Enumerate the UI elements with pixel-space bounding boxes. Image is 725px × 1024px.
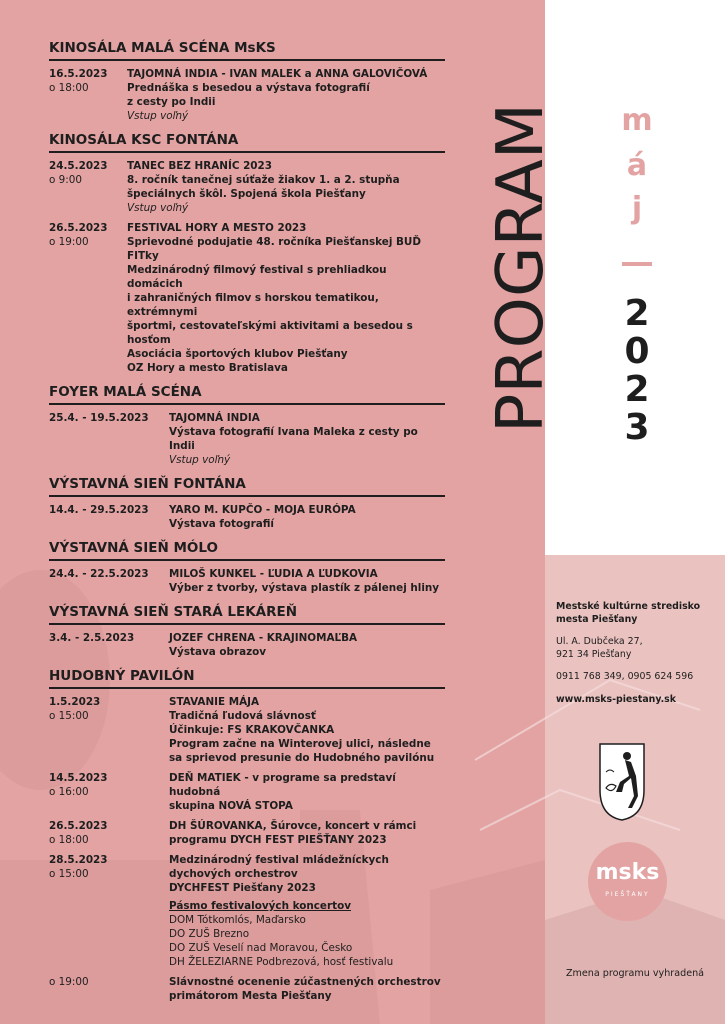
event-date: 24.4. - 22.5.2023	[49, 568, 149, 580]
event-title: YARO M. KUPČO - MOJA EURÓPA	[169, 504, 356, 516]
event-entry	[49, 567, 445, 595]
event-time: o 9:00	[49, 174, 82, 186]
section-hudobny-pavilon	[49, 668, 445, 1003]
event-description: skupina NOVÁ STOPA	[169, 800, 293, 812]
event-description: DYCHFEST Piešťany 2023	[169, 882, 316, 894]
orchestra-item: DO ZUŠ Veselí nad Moravou, Česko	[169, 942, 353, 954]
city-crest-icon	[598, 742, 646, 822]
msks-logo	[588, 842, 667, 921]
event-entry	[49, 819, 445, 847]
month-year-vertical	[612, 100, 662, 440]
section-title: FOYER MALÁ SCÉNA	[49, 384, 445, 405]
event-description: primátorom Mesta Piešťany	[169, 990, 332, 1002]
event-time: o 15:00	[49, 868, 89, 880]
event-date: 3.4. - 2.5.2023	[49, 632, 135, 644]
section-kinosala-mala-scena	[49, 40, 445, 123]
event-date: 26.5.2023	[49, 820, 108, 832]
year-digit: 2	[624, 369, 650, 410]
event-description: špeciálnych škôl. Spojená škola Piešťany	[127, 188, 366, 200]
event-description: Medzinárodný festival mládežníckych	[169, 854, 389, 866]
event-description: Asociácia športových klubov Piešťany	[127, 348, 348, 360]
free-entry-note: Vstup voľný	[127, 110, 189, 122]
event-date: 24.5.2023	[49, 160, 108, 172]
event-description: Výstava fotografií	[169, 518, 274, 530]
orchestra-item: DH ŽELEZIARNE Podbrezová, hosť festivalu	[169, 956, 394, 968]
section-foyer-mala-scena	[49, 384, 445, 467]
event-entry	[49, 503, 445, 531]
event-date: 28.5.2023	[49, 854, 108, 866]
event-description: sa sprievod presunie do Hudobného pavilónu	[169, 752, 435, 764]
event-description: Tradičná ľudová slávnosť	[169, 710, 316, 722]
event-entry	[49, 975, 445, 1003]
event-title: STAVANIE MÁJA	[169, 696, 260, 708]
event-title: TAJOMNÁ INDIA - IVAN MALEK a ANNA GALOVIČOVÁ	[127, 68, 428, 80]
section-title: HUDOBNÝ PAVILÓN	[49, 668, 445, 689]
event-title: JOZEF CHRENA - KRAJINOMAĽBA	[169, 632, 358, 644]
section-title: VÝSTAVNÁ SIEŇ FONTÁNA	[49, 476, 445, 497]
section-title: KINOSÁLA MALÁ SCÉNA MsKS	[49, 40, 445, 61]
event-description: Sprievodné podujatie 48. ročníka Piešťanskej BUĎ FITky	[127, 236, 421, 262]
event-entry	[49, 631, 445, 659]
event-entry	[49, 771, 445, 813]
month-letter: j	[631, 191, 643, 226]
event-date: 25.4. - 19.5.2023	[49, 412, 149, 424]
event-description: Medzinárodný filmový festival s prehliadkou domácich	[127, 264, 387, 290]
section-kinosala-ksc-fontana	[49, 132, 445, 375]
event-description: i zahraničných filmov s horskou tematikou, extrémnymi	[127, 292, 379, 318]
section-vystavna-sien-molo	[49, 540, 445, 595]
organizer-name: Mestské kultúrne stredisko mesta Piešťany	[556, 601, 701, 625]
event-time: o 19:00	[49, 236, 89, 248]
event-title: TANEC BEZ HRANÍC 2023	[127, 160, 272, 172]
year-digit: 3	[624, 407, 650, 440]
program-change-note: Zmena programu vyhradená	[565, 968, 705, 979]
year-digit: 0	[624, 331, 650, 372]
event-title: FESTIVAL HORY A MESTO 2023	[127, 222, 307, 234]
separator-dash	[622, 262, 652, 266]
free-entry-note: Vstup voľný	[169, 454, 231, 466]
event-description: Program začne na Winterovej ulici, následne	[169, 738, 431, 750]
event-entry	[49, 695, 445, 765]
organizer-website-link[interactable]: www.msks-piestany.sk	[556, 693, 676, 705]
event-entry	[49, 853, 445, 969]
event-description: programu DYCH FEST PIEŠŤANY 2023	[169, 834, 387, 846]
event-description: Účinkuje: FS KRAKOVČANKA	[169, 724, 335, 736]
free-entry-note: Vstup voľný	[127, 202, 189, 214]
event-title: MILOŠ KUNKEL - ĽUDIA A ĽUDKOVIA	[169, 568, 378, 580]
event-description: Výstava obrazov	[169, 646, 267, 658]
section-title: KINOSÁLA KSC FONTÁNA	[49, 132, 445, 153]
event-date: 1.5.2023	[49, 696, 101, 708]
event-description: DEŇ MATIEK - v programe sa predstaví hudobná	[169, 772, 396, 798]
program-heading-text: PROGRAM	[484, 109, 558, 433]
organizer-phone: 0911 768 349, 0905 624 596	[556, 671, 694, 682]
year-digit: 2	[624, 293, 650, 334]
event-title: TAJOMNÁ INDIA	[169, 412, 260, 424]
event-description: z cesty po Indii	[127, 96, 216, 108]
organizer-info	[556, 601, 721, 716]
event-description: športmi, cestovateľskými aktivitami a besedou s hosťom	[127, 320, 413, 346]
event-date: 16.5.2023	[49, 68, 108, 80]
event-entry	[49, 411, 445, 467]
event-time: o 19:00	[49, 976, 89, 988]
event-time: o 18:00	[49, 82, 89, 94]
event-description: Výber z tvorby, výstava plastík z pálenej hliny	[169, 582, 440, 594]
section-vystavna-sien-stara-lekaren	[49, 604, 445, 659]
event-description: Slávnostné ocenenie zúčastnených orchestrov	[169, 976, 441, 988]
event-description: Výstava fotografií Ivana Maleka z cesty po Indii	[169, 426, 418, 452]
event-date: 14.5.2023	[49, 772, 108, 784]
event-date: 26.5.2023	[49, 222, 108, 234]
event-description: 8. ročník tanečnej súťaže žiakov 1. a 2. stupňa	[127, 174, 400, 186]
program-listing	[49, 40, 445, 1012]
event-description: DH ŠÚROVANKA, Šúrovce, koncert v rámci	[169, 820, 417, 832]
event-description: dychových orchestrov	[169, 868, 298, 880]
month-letter: á	[626, 148, 648, 183]
month-letter: m	[621, 103, 653, 138]
logo-text: msks	[595, 860, 660, 885]
concert-block-heading: Pásmo festivalových koncertov	[169, 900, 351, 912]
event-time: o 16:00	[49, 786, 89, 798]
event-time: o 15:00	[49, 710, 89, 722]
section-title: VÝSTAVNÁ SIEŇ MÓLO	[49, 540, 445, 561]
program-heading	[480, 95, 560, 440]
organizer-address: Ul. A. Dubčeka 27, 921 34 Piešťany	[556, 636, 643, 660]
event-time: o 18:00	[49, 834, 89, 846]
section-vystavna-sien-fontana	[49, 476, 445, 531]
orchestra-item: DOM Tótkomlós, Maďarsko	[169, 914, 306, 926]
event-description: Prednáška s besedou a výstava fotografií	[127, 82, 370, 94]
section-title: VÝSTAVNÁ SIEŇ STARÁ LEKÁREŇ	[49, 604, 445, 625]
event-date: 14.4. - 29.5.2023	[49, 504, 149, 516]
event-entry	[49, 221, 445, 375]
event-description: OZ Hory a mesto Bratislava	[127, 362, 288, 374]
event-entry	[49, 159, 445, 215]
logo-subtext: PIEŠŤANY	[605, 891, 650, 898]
orchestra-item: DO ZUŠ Brezno	[169, 928, 250, 940]
event-entry	[49, 67, 445, 123]
